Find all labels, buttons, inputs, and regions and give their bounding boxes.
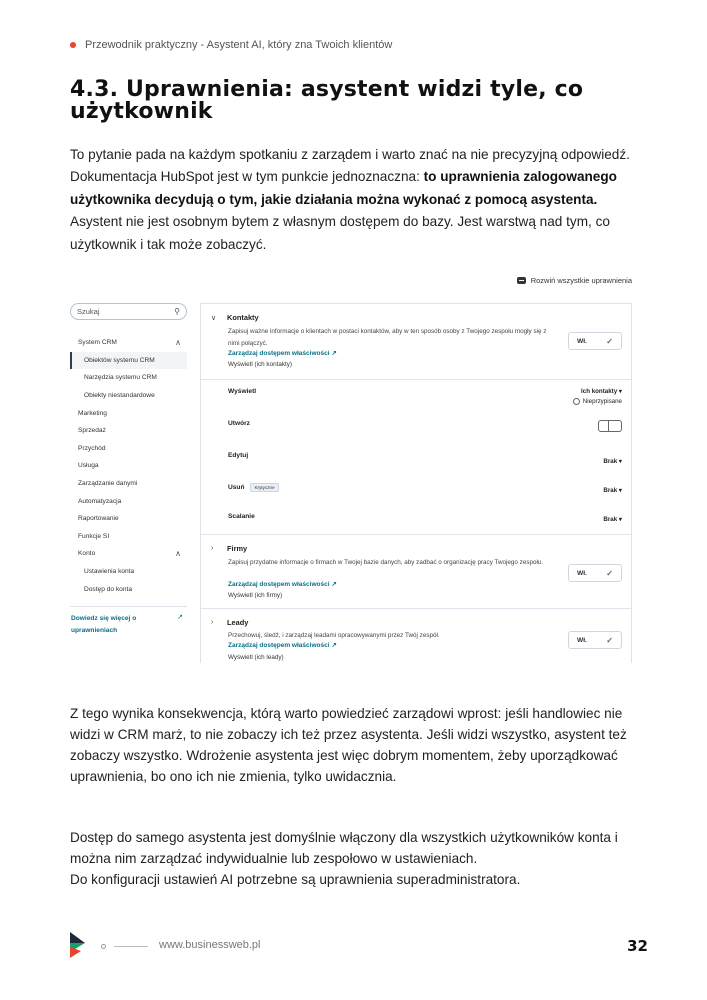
learn-more-text: Dowiedz się więcej o uprawnieniach (71, 614, 137, 634)
perm-row-delete (228, 483, 622, 494)
sidebar-item-label: Funkcje SI (78, 532, 110, 540)
leads-manage-link[interactable] (228, 641, 337, 649)
perm-delete-text: Usuń (228, 484, 245, 491)
permissions-screenshot (62, 270, 642, 662)
create-toggle[interactable] (598, 420, 622, 432)
sidebar-item[interactable] (70, 352, 187, 370)
sidebar-item-label: Sprzedaż (78, 427, 106, 435)
section-companies (201, 535, 631, 609)
settings-sidebar (70, 303, 187, 637)
companies-header[interactable] (211, 544, 247, 553)
external-link-icon: ↗ (331, 350, 337, 357)
sidebar-item-label: Ustawienia konta (84, 568, 135, 576)
chevron-right-icon: › (211, 619, 214, 626)
perm-row-create (228, 420, 622, 432)
sidebar-item[interactable] (70, 475, 187, 493)
critical-badge: Krytyczne (250, 483, 278, 492)
sidebar-item-label: System CRM (78, 339, 117, 347)
footer-line (114, 946, 148, 947)
sidebar-list (70, 334, 187, 598)
sidebar-item-label: Obiektów systemu CRM (84, 356, 155, 364)
check-icon: ✓ (606, 568, 613, 578)
companies-toggle[interactable] (568, 564, 622, 582)
caret-down-icon: ▾ (618, 388, 622, 395)
chevron-down-icon: ∨ (211, 314, 217, 322)
search-icon: ⚲ (174, 307, 180, 316)
expand-all-button[interactable] (517, 276, 632, 285)
caret-down-icon: ▾ (618, 458, 622, 465)
companies-manage-link[interactable] (228, 580, 337, 588)
contacts-toggle[interactable] (568, 332, 622, 350)
paragraph-3a: Dostęp do samego asystenta jest domyślnie włączony dla wszystkich użytkowników konta i można nim zarządzać indywidualnie lub zespołowo w ustawieniach. (70, 830, 618, 866)
companies-description: Zapisuj przydatne informacje o firmach w Twojej bazie danych, aby zadbać o organizację pracy Twojego zespołu. (228, 559, 544, 566)
permissions-panel (200, 303, 632, 663)
leads-name: Leady (227, 618, 249, 627)
check-icon: ✓ (606, 336, 613, 346)
intro-text-2: Asystent nie jest osobnym bytem z własnym dostępem do bazy. Jest warstwą nad tym, co użytkownik i tak może zobaczyć. (70, 214, 610, 252)
sidebar-item-label: Konto (78, 550, 96, 558)
paragraph-3 (70, 827, 640, 890)
sidebar-item-label: Marketing (78, 409, 107, 417)
collapse-icon (517, 277, 526, 284)
businessweb-logo (70, 932, 87, 958)
chevron-up-icon: ∧ (175, 338, 181, 348)
contacts-name: Kontakty (227, 313, 259, 322)
perm-delete-value: Brak (603, 487, 618, 494)
perm-create-label: Utwórz (228, 420, 250, 427)
page-footer (70, 932, 650, 960)
sidebar-item-label: Zarządzanie danymi (78, 480, 138, 488)
search-input[interactable] (70, 303, 187, 320)
companies-view-summary: Wyświetl (ich firmy) (228, 592, 283, 599)
perm-merge-label: Scalanie (228, 513, 255, 520)
sidebar-item-label: Raportowanie (78, 515, 119, 523)
section-title: 4.3. Uprawnienia: asystent widzi tyle, co użytkownik (70, 77, 584, 124)
perm-edit-label: Edytuj (228, 452, 249, 459)
paragraph-3b: Do konfiguracji ustawień AI potrzebne są uprawnienia superadministratora. (70, 872, 521, 887)
contacts-manage-link[interactable] (228, 349, 337, 357)
sidebar-item[interactable] (70, 440, 187, 458)
sidebar-item-label: Dostęp do konta (84, 585, 133, 593)
companies-link-text: Zarządzaj dostępem właściwości (228, 581, 330, 588)
perm-row-merge (228, 513, 622, 523)
leads-header[interactable] (211, 618, 248, 627)
sidebar-divider (70, 606, 187, 607)
search-placeholder: Szukaj (77, 307, 100, 316)
footer-dot (101, 944, 106, 949)
perm-view-label: Wyświetl (228, 388, 257, 395)
perm-row-view (228, 388, 622, 405)
external-link-icon: ↗ (331, 642, 337, 649)
contacts-link-text: Zarządzaj dostępem właściwości (228, 350, 330, 357)
sidebar-item[interactable] (70, 528, 187, 546)
external-link-icon: ↗ (331, 581, 337, 588)
perm-view-dropdown[interactable] (573, 388, 622, 405)
expand-all-label: Rozwiń wszystkie uprawnienia (530, 276, 632, 285)
sidebar-item[interactable] (70, 369, 187, 387)
learn-more-link[interactable] (70, 613, 187, 637)
footer-url[interactable]: www.businessweb.pl (159, 939, 261, 951)
check-icon: ✓ (606, 635, 613, 645)
intro-paragraph (70, 144, 638, 256)
running-header (70, 39, 392, 51)
sidebar-item[interactable] (70, 563, 187, 581)
section-leads (201, 609, 631, 667)
leads-link-text: Zarządzaj dostępem właściwości (228, 642, 330, 649)
sidebar-item[interactable] (70, 580, 187, 598)
header-text: Przewodnik praktyczny - Asystent AI, który zna Twoich klientów (85, 39, 393, 51)
sidebar-item[interactable] (70, 404, 187, 422)
radio-icon (573, 398, 580, 405)
page-number: 32 (627, 937, 648, 955)
perm-view-value: Ich kontakty (581, 388, 618, 395)
perm-delete-label (228, 483, 279, 492)
sidebar-item-label: Automatyzacja (78, 497, 122, 505)
perm-delete-dropdown[interactable] (603, 487, 622, 494)
sidebar-item[interactable] (70, 334, 187, 352)
leads-view-summary: Wyświetl (ich leady) (228, 654, 284, 661)
sidebar-item-label: Usługa (78, 462, 99, 470)
companies-name: Firmy (227, 544, 248, 553)
sidebar-item[interactable] (70, 422, 187, 440)
sidebar-item-label: Obiekty niestandardowe (84, 392, 155, 400)
external-link-icon: ↗ (177, 613, 183, 621)
contacts-view-summary: Wyświetl (ich kontakty) (228, 361, 292, 368)
bullet-dot (70, 42, 76, 48)
unassigned-label: Nieprzypisane (582, 398, 622, 405)
section-contacts (201, 304, 631, 380)
chevron-up-icon: ∧ (175, 549, 181, 559)
sidebar-item[interactable] (70, 545, 187, 563)
paragraph-2: Z tego wynika konsekwencja, którą warto powiedzieć zarządowi wprost: jeśli handlowiec nie widzi w CRM marż, to nie zobaczy ich też przez asystenta. Jeśli widzi wszystko, asystent też zobaczy wszystko. Wdrożenie asystenta jest więc dobrym momentem, żeby uporządkować uprawnienia, bo ono ich nie zmienia, tylko uwidacznia. (70, 706, 627, 784)
leads-toggle[interactable] (568, 631, 622, 649)
sidebar-item-label: Przychód (78, 444, 106, 452)
intro-bold: to uprawnienia zalogowanego użytkownika decydują o tym, jakie działania można wykonać z pomocą asystenta. (70, 169, 617, 207)
leads-description: Przechowuj, śledź, i zarządzaj leadami opracowywanymi przez Twój zespół. (228, 632, 440, 639)
perm-edit-value: Brak (603, 458, 618, 465)
intro-text-1: To pytanie pada na każdym spotkaniu z zarządem i warto znać na nie precyzyjną odpowiedź. Dokumentacja HubSpot jest w tym punkcie jednoznaczna: (70, 147, 630, 185)
perm-merge-dropdown[interactable] (603, 516, 622, 523)
sidebar-item[interactable] (70, 492, 187, 510)
contacts-description: Zapisuj ważne informacje o klientach w postaci kontaktów, aby w ten sposób osoby z Twojego zespołu mogły się z nimi połączyć. (228, 328, 547, 347)
chevron-right-icon: › (211, 545, 214, 552)
sidebar-item[interactable] (70, 510, 187, 528)
toggle-label: Wł. (577, 636, 587, 644)
sidebar-item[interactable] (70, 387, 187, 405)
perm-edit-dropdown[interactable] (603, 458, 622, 465)
perm-row-edit (228, 452, 622, 465)
perm-merge-value: Brak (603, 516, 618, 523)
sidebar-item[interactable] (70, 457, 187, 475)
contacts-header[interactable] (211, 313, 259, 322)
contacts-permissions (201, 380, 631, 535)
sidebar-item-label: Narzędzia systemu CRM (84, 374, 157, 382)
caret-down-icon: ▾ (618, 516, 622, 523)
caret-down-icon: ▾ (618, 487, 622, 494)
unassigned-option[interactable] (573, 398, 622, 405)
toggle-label: Wł. (577, 569, 587, 577)
toggle-label: Wł. (577, 337, 587, 345)
